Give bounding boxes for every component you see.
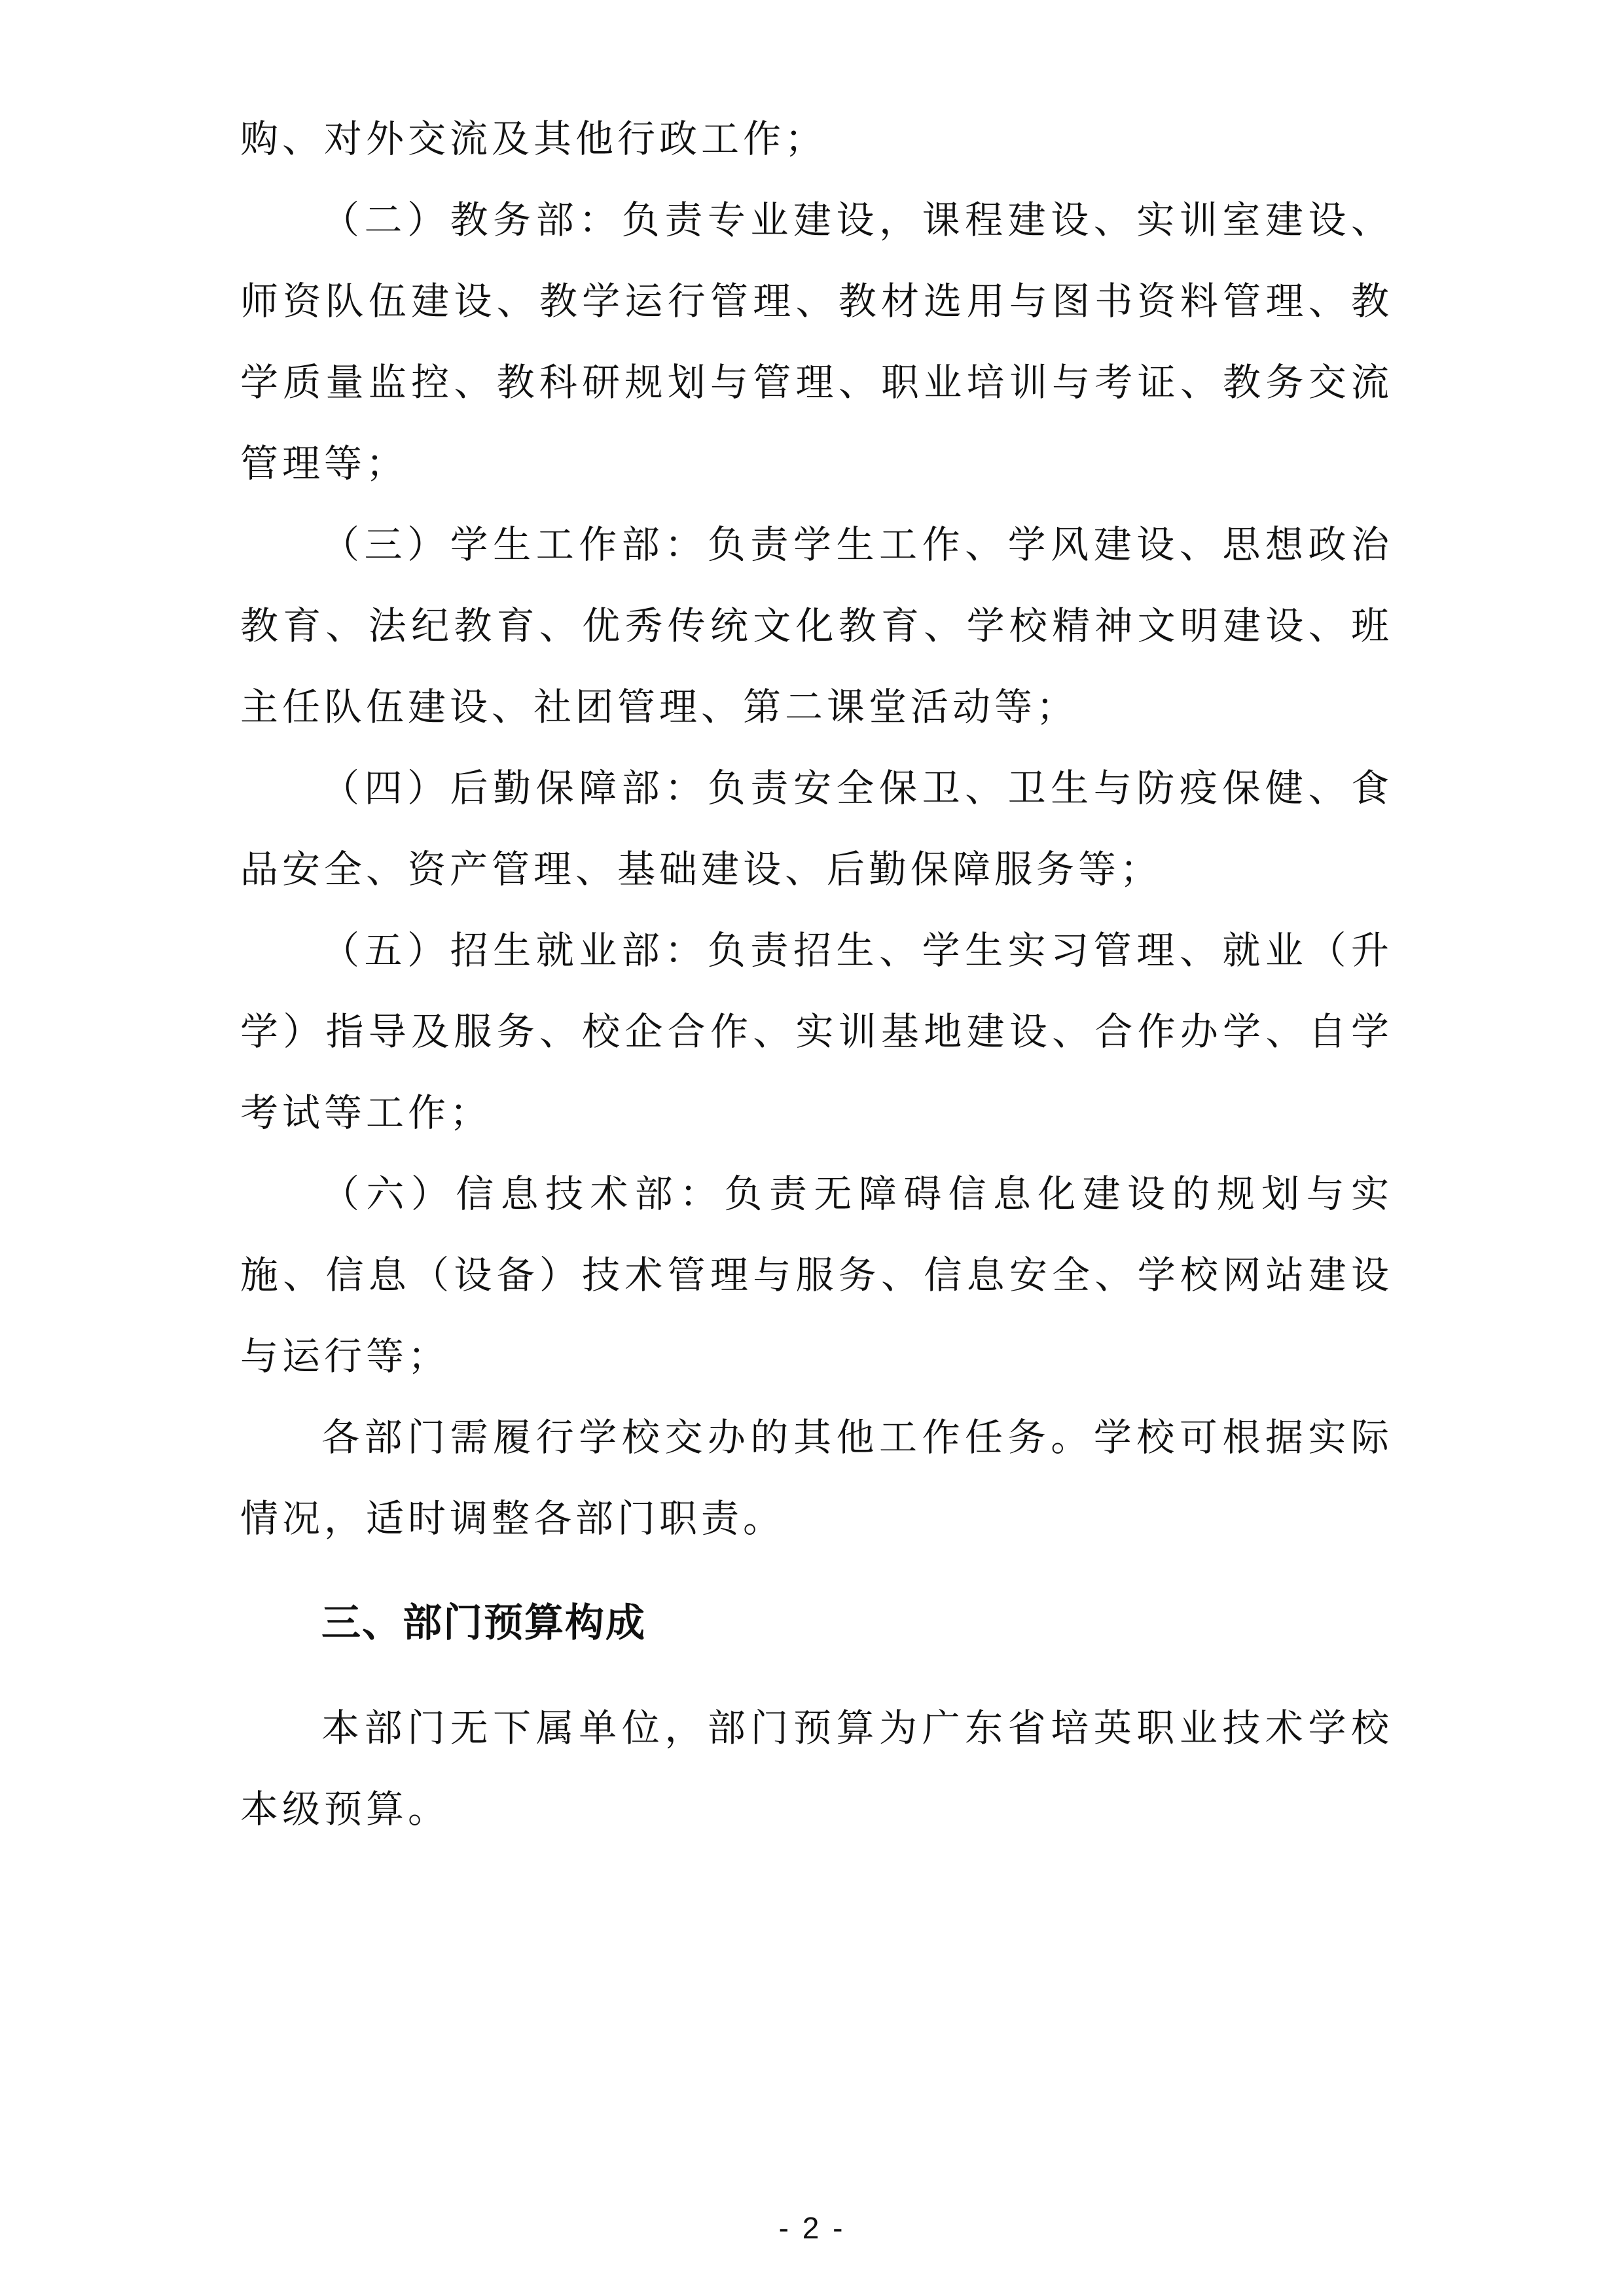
paragraph-student-affairs: （三）学生工作部：负责学生工作、学风建设、思想政治教育、法纪教育、优秀传统文化教育、学校精神文明建设、班主任队伍建设、社团管理、第二课堂活动等；	[240, 522, 1393, 729]
document-body	[240, 98, 1393, 1850]
paragraph-other-duties: 各部门需履行学校交办的其他工作任务。学校可根据实际情况，适时调整各部门职责。	[240, 1415, 1393, 1541]
page-number: - 2 -	[778, 2211, 846, 2245]
paragraph-budget-composition: 本部门无下属单位，部门预算为广东省培英职业技术学校本级预算。	[240, 1706, 1393, 1831]
paragraph-academic-affairs: （二）教务部：负责专业建设，课程建设、实训室建设、师资队伍建设、教学运行管理、教材选用与图书资料管理、教学质量监控、教科研规划与管理、职业培训与考证、教务交流管理等；	[240, 198, 1393, 486]
paragraph-continuation: 购、对外交流及其他行政工作；	[240, 117, 827, 161]
paragraph-logistics: （四）后勤保障部：负责安全保卫、卫生与防疫保健、食品安全、资产管理、基础建设、后勤保障服务等；	[240, 766, 1393, 891]
paragraph-it-department: （六）信息技术部：负责无障碍信息化建设的规划与实施、信息（设备）技术管理与服务、信息安全、学校网站建设与运行等；	[240, 1172, 1393, 1378]
section-heading: 三、部门预算构成	[321, 1600, 646, 1646]
paragraph-enrollment: （五）招生就业部：负责招生、学生实习管理、就业（升学）指导及服务、校企合作、实训基地建设、合作办学、自学考试等工作；	[240, 928, 1393, 1135]
